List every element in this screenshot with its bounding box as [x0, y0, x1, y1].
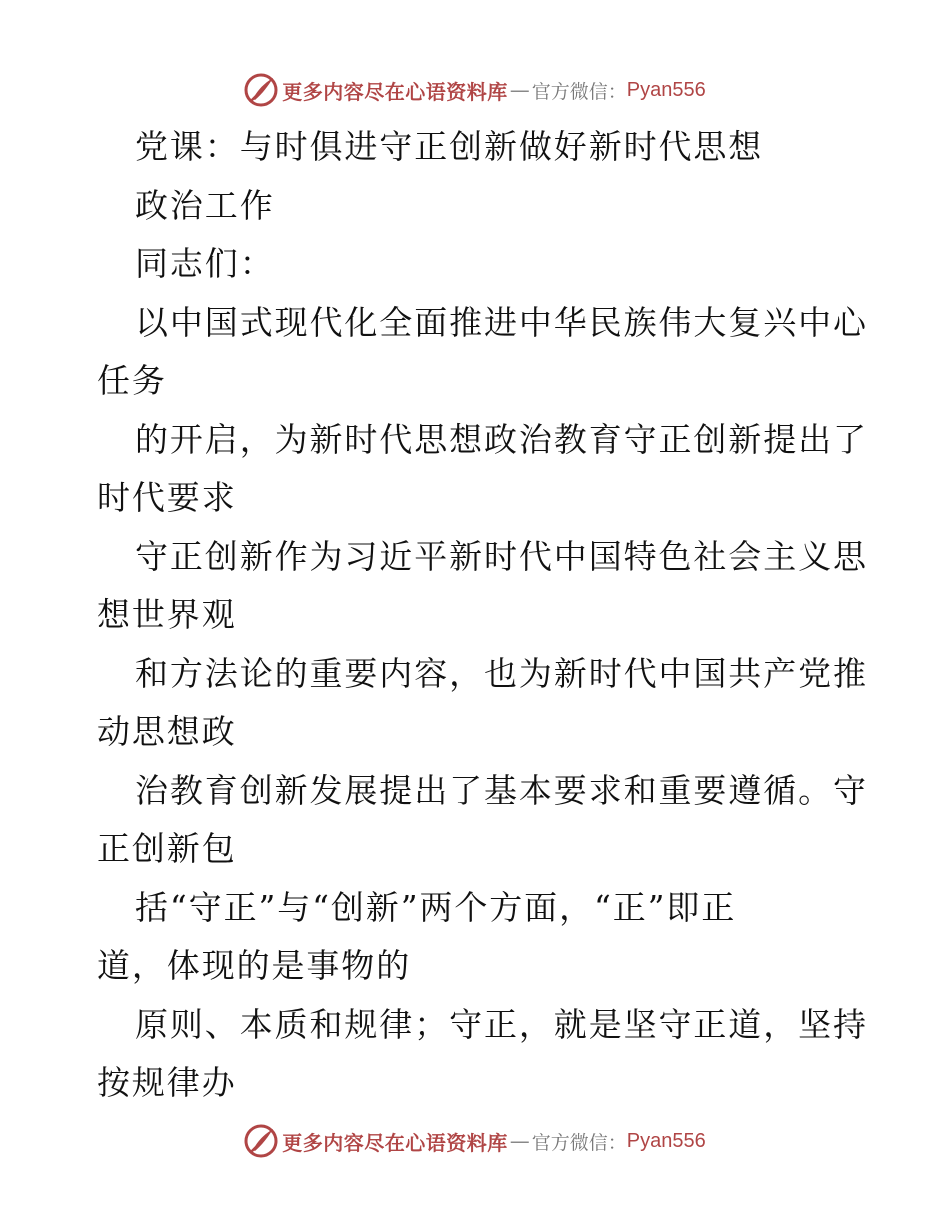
wechat-label: 官方微信： [531, 80, 627, 103]
text-line: 守正创新作为习近平新时代中国特色社会主义思 [135, 536, 868, 576]
text-line: 想世界观 [97, 595, 237, 634]
header-banner [0, 70, 950, 110]
title-line-1: 党课：与时俱进守正创新做好新时代思想 [135, 127, 764, 166]
document-body [97, 118, 868, 1113]
text-line: 的开启，为新时代思想政治教育守正创新提出了 [135, 419, 868, 459]
footer-banner [0, 1121, 950, 1161]
text-line: 正创新包 [97, 829, 237, 868]
site-name: 更多内容尽在心语资料库 [282, 1130, 508, 1155]
banner-dash: — [509, 1129, 530, 1153]
text-line: 动思想政 [97, 712, 237, 751]
text-line: 道，体现的是事物的 [97, 946, 412, 985]
text-line: 括“守正”与“创新”两个方面，“正”即正 [135, 887, 737, 927]
wechat-id: Pyan556 [626, 1129, 706, 1152]
site-name: 更多内容尽在心语资料库 [282, 79, 508, 104]
wechat-label: 官方微信： [531, 1131, 627, 1154]
banner-dash: — [509, 78, 530, 102]
text-line: 任务 [97, 361, 167, 400]
text-line: 治教育创新发展提出了基本要求和重要遵循。守 [135, 770, 868, 810]
wechat-id: Pyan556 [626, 78, 706, 101]
quill-logo-icon [244, 1124, 278, 1158]
text-line: 和方法论的重要内容，也为新时代中国共产党推 [135, 653, 868, 693]
text-line: 原则、本质和规律；守正，就是坚守正道，坚持 [135, 1004, 868, 1044]
text-line: 时代要求 [97, 478, 237, 517]
quill-logo-icon [244, 73, 278, 107]
salutation: 同志们： [135, 244, 275, 283]
text-line: 以中国式现代化全面推进中华民族伟大复兴中心 [135, 302, 868, 342]
text-line: 按规律办 [97, 1063, 237, 1102]
title-line-2: 政治工作 [135, 185, 275, 225]
